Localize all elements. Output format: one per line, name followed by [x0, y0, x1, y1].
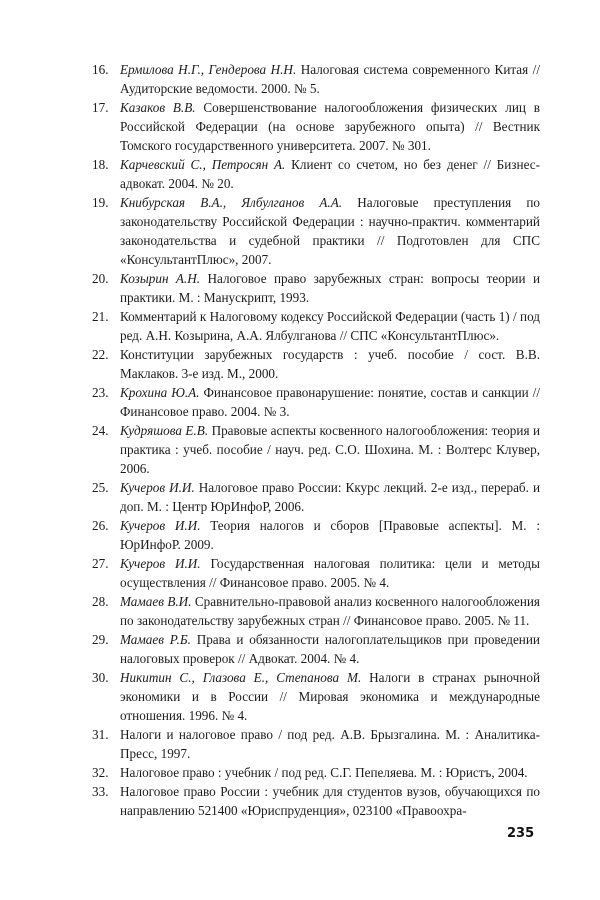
bibliography-entry-26 — [92, 516, 540, 554]
entry-number: 21. — [92, 309, 109, 324]
entry-text: Государственная налоговая политика: цели и методы осуществления // Финансовое право. 2005. № 4. — [120, 556, 540, 590]
entry-number: 27. — [92, 556, 109, 571]
bibliography-entry-29 — [92, 630, 540, 668]
entry-text: Налоговое право России : учебник для студентов вузов, обучающихся по направлению 521400 «Юриспруденция», 023100 «Правоохра- — [120, 784, 540, 818]
entry-body — [120, 269, 540, 307]
bibliography-entry-25 — [92, 478, 540, 516]
entry-body — [120, 763, 540, 782]
bibliography-entry-20 — [92, 269, 540, 307]
entry-number: 33. — [92, 784, 109, 799]
entry-text: Клиент со счетом, но без денег // Бизнес-адвокат. 2004. № 20. — [120, 157, 540, 191]
entry-author: Крохина Ю.А. — [120, 385, 200, 400]
entry-text: Правовые аспекты косвенного налогообложения: теория и практика : учеб. пособие / науч. ред. С.О. Шохина. М. : Волтерс Клувер, 2006. — [120, 423, 540, 476]
bibliography-entry-19 — [92, 193, 540, 269]
entry-text: Налоги в странах рыночной экономики и в России // Мировая экономика и международные отношения. 1996. № 4. — [120, 670, 540, 723]
entry-body — [120, 725, 540, 763]
entry-number: 18. — [92, 157, 109, 172]
entry-text: Комментарий к Налоговому кодексу Российской Федерации (часть 1) / под ред. А.Н. Козырина, А.А. Ялбулганова // СПС «КонсультантПлюс». — [120, 309, 540, 343]
entry-body — [120, 630, 540, 668]
bibliography-entry-21 — [92, 307, 540, 345]
entry-text: Сравнительно-правовой анализ косвенного налогообложения по законодательству зарубежных стран // Финансовое право. 2005. № 11. — [120, 594, 541, 628]
entry-author: Кудряшова Е.В. — [120, 423, 209, 438]
bibliography-entry-33 — [92, 782, 540, 820]
bibliography-entry-23 — [92, 383, 540, 421]
bibliography-entry-30 — [92, 668, 540, 725]
entry-text: Теория налогов и сборов [Правовые аспекты]. М. : ЮрИнфоР. 2009. — [120, 518, 540, 552]
entry-text: Налоги и налоговое право / под ред. А.В. Брызгалина. М. : Аналитика-Пресс, 1997. — [120, 727, 540, 761]
page-number: 235 — [507, 826, 535, 841]
entry-author: Казаков В.В. — [120, 100, 196, 115]
entry-number: 29. — [92, 632, 109, 647]
entry-text: Налоговое право России: Ккурс лекций. 2-е изд., перераб. и доп. М. : Центр ЮрИнфоР, 2006. — [120, 480, 541, 514]
bibliography-entry-16 — [92, 60, 540, 98]
bibliography-entry-22 — [92, 345, 540, 383]
entry-number: 26. — [92, 518, 109, 533]
entry-author: Кучеров И.И. — [120, 556, 201, 571]
entry-body — [120, 383, 540, 421]
entry-author: Козырин А.Н. — [120, 271, 201, 286]
entry-number: 23. — [92, 385, 109, 400]
entry-text: Совершенствование налогообложения физических лиц в Российской Федерации (на основе зарубежного опыта) // Вестник Томского государственного университета. 2007. № 301. — [120, 100, 540, 153]
entry-number: 30. — [92, 670, 109, 685]
entry-body — [120, 98, 540, 155]
bibliography-entry-31 — [92, 725, 540, 763]
entry-author: Карчевский С., Петросян А. — [120, 157, 286, 172]
bibliography-entry-28 — [92, 592, 540, 630]
entry-number: 20. — [92, 271, 109, 286]
entry-text: Налоговые преступления по законодательству Российской Федерации : научно-практич. комментарий законодательства и судебной практики // Подготовлен для СПС «КонсультантПлюс», 2007. — [120, 195, 540, 267]
entry-text: Налоговое право : учебник / под ред. С.Г. Пепеляева. М. : Юристъ, 2004. — [120, 765, 528, 780]
entry-number: 19. — [92, 195, 109, 210]
entry-body — [120, 668, 540, 725]
entry-text: Конституции зарубежных государств : учеб. пособие / сост. В.В. Маклаков. 3-е изд. М., 2000. — [120, 347, 540, 381]
entry-number: 16. — [92, 62, 109, 77]
entry-number: 25. — [92, 480, 109, 495]
entry-body — [120, 60, 540, 98]
entry-body — [120, 782, 540, 820]
entry-body — [120, 345, 540, 383]
entry-body — [120, 554, 540, 592]
entry-text: Налоговая система современного Китая // Аудиторские ведомости. 2000. № 5. — [120, 62, 541, 96]
entry-text: Финансовое правонарушение: понятие, состав и санкции // Финансовое право. 2004. № 3. — [120, 385, 540, 419]
entry-author: Кучеров И.И. — [120, 480, 195, 495]
entry-author: Никитин С., Глазова Е., Степанова М. — [120, 670, 362, 685]
entry-author: Книбурская В.А., Ялбулганов А.А. — [120, 195, 343, 210]
entry-text: Права и обязанности налогоплательщиков при проведении налоговых проверок // Адвокат. 2004. № 4. — [120, 632, 540, 666]
bibliography-entry-24 — [92, 421, 540, 478]
entry-body — [120, 193, 540, 269]
bibliography-entry-32 — [92, 763, 540, 782]
bibliography-entry-27 — [92, 554, 540, 592]
entry-number: 31. — [92, 727, 109, 742]
entry-body — [120, 478, 540, 516]
entry-author: Кучеров И.И. — [120, 518, 201, 533]
entry-number: 24. — [92, 423, 109, 438]
entry-body — [120, 421, 540, 478]
entry-text: Налоговое право зарубежных стран: вопросы теории и практики. М. : Манускрипт, 1993. — [120, 271, 540, 305]
entry-author: Ермилова Н.Г., Гендерова Н.Н. — [120, 62, 297, 77]
bibliography-list — [92, 60, 540, 820]
entry-body — [120, 516, 540, 554]
entry-number: 17. — [92, 100, 109, 115]
entry-number: 32. — [92, 765, 109, 780]
entry-body — [120, 155, 540, 193]
entry-number: 28. — [92, 594, 109, 609]
entry-body — [120, 307, 540, 345]
entry-body — [120, 592, 540, 630]
entry-author: Мамаев Р.Б. — [120, 632, 191, 647]
bibliography-entry-17 — [92, 98, 540, 155]
entry-number: 22. — [92, 347, 109, 362]
bibliography-entry-18 — [92, 155, 540, 193]
entry-author: Мамаев В.И. — [120, 594, 192, 609]
